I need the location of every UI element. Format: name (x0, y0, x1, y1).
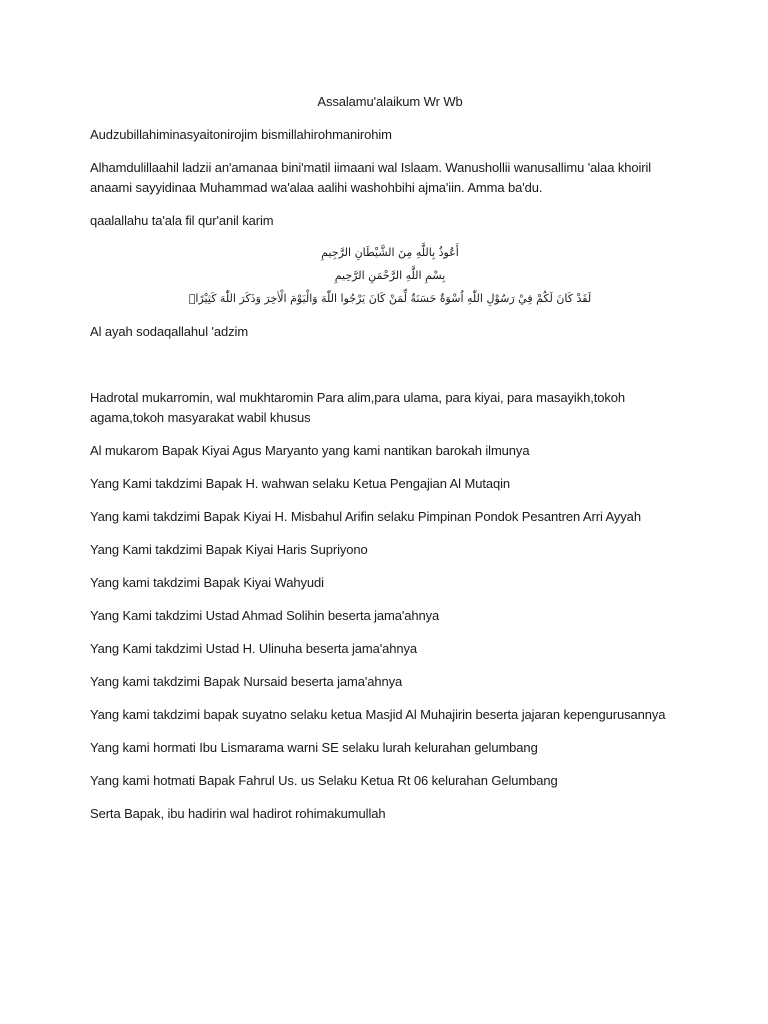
salutation-line: Yang Kami takdzimi Bapak Kiyai Haris Supriyono (90, 542, 368, 557)
document-body (90, 92, 690, 837)
salutation-line: Yang kami hotmati Bapak Fahrul Us. us Selaku Ketua Rt 06 kelurahan Gelumbang (90, 773, 558, 788)
salutation-line: Yang kami takdzimi Bapak Kiyai H. Misbahul Arifin selaku Pimpinan Pondok Pesantren Arri Ayyah (90, 509, 641, 524)
salutation-line: Yang kami takdzimi bapak suyatno selaku ketua Masjid Al Muhajirin beserta jajaran kepengurusannya (90, 707, 666, 722)
salutation-line: Yang Kami takdzimi Ustad Ahmad Solihin beserta jama'ahnya (90, 608, 440, 623)
hamdalah-paragraph: Alhamdulillaahil ladzii an'amanaa bini'matil iimaani wal Islaam. Wanushollii wanusallimu 'alaa khoiril anaami sayyidinaa Muhammad wa'alaa aalihi washohbihi ajma'iin. Amma ba'du. (90, 160, 652, 195)
salutation-line: Yang Kami takdzimi Ustad H. Ulinuha beserta jama'ahnya (90, 641, 418, 656)
salutation-line: Yang kami takdzimi Bapak Kiyai Wahyudi (90, 575, 324, 590)
salutation-line: Yang Kami takdzimi Bapak H. wahwan selaku Ketua Pengajian Al Mutaqin (90, 476, 511, 491)
arabic-taawudz: أَعُوذُ بِاللَّهِ مِنَ الشَّيْطَانِ الرَّجِيمِ (321, 246, 459, 259)
paragraph-gap (90, 355, 690, 388)
taawudz-latin: Audzubillahiminasyaitonirojim bismillahirohmanirohim (90, 127, 392, 142)
quran-intro: qaalallahu ta'ala fil qur'anil karim (90, 213, 274, 228)
salutation-line: Serta Bapak, ibu hadirin wal hadirot rohimakumullah (90, 806, 386, 821)
salutation-line: Yang kami hormati Ibu Lismarama warni SE selaku lurah kelurahan gelumbang (90, 740, 538, 755)
closing-ayah: Al ayah sodaqallahul 'adzim (90, 324, 249, 339)
salutation-line: Yang kami takdzimi Bapak Nursaid beserta jama'ahnya (90, 674, 403, 689)
arabic-basmalah: بِسْمِ اللَّهِ الرَّحْمَنِ الرَّحِيمِ (334, 269, 446, 282)
salutation-line: Hadrotal mukarromin, wal mukhtaromin Para alim,para ulama, para kiyai, para masayikh,tokoh agama,tokoh masyarakat wabil khusus (90, 390, 626, 425)
greeting-heading: Assalamu'alaikum Wr Wb (317, 94, 463, 109)
arabic-verse: لَقَدْ كَانَ لَكُمْ فِيْ رَسُوْلِ اللّٰهِ اُسْوَةٌ حَسَنَةٌ لِّمَنْ كَانَ يَرْجُوا اللّٰهَ وَالْيَوْمَ الْاٰخِرَ وَذَكَرَ اللّٰهَ كَثِيْرًاۗ (188, 292, 592, 305)
salutation-line: Al mukarom Bapak Kiyai Agus Maryanto yang kami nantikan barokah ilmunya (90, 443, 530, 458)
